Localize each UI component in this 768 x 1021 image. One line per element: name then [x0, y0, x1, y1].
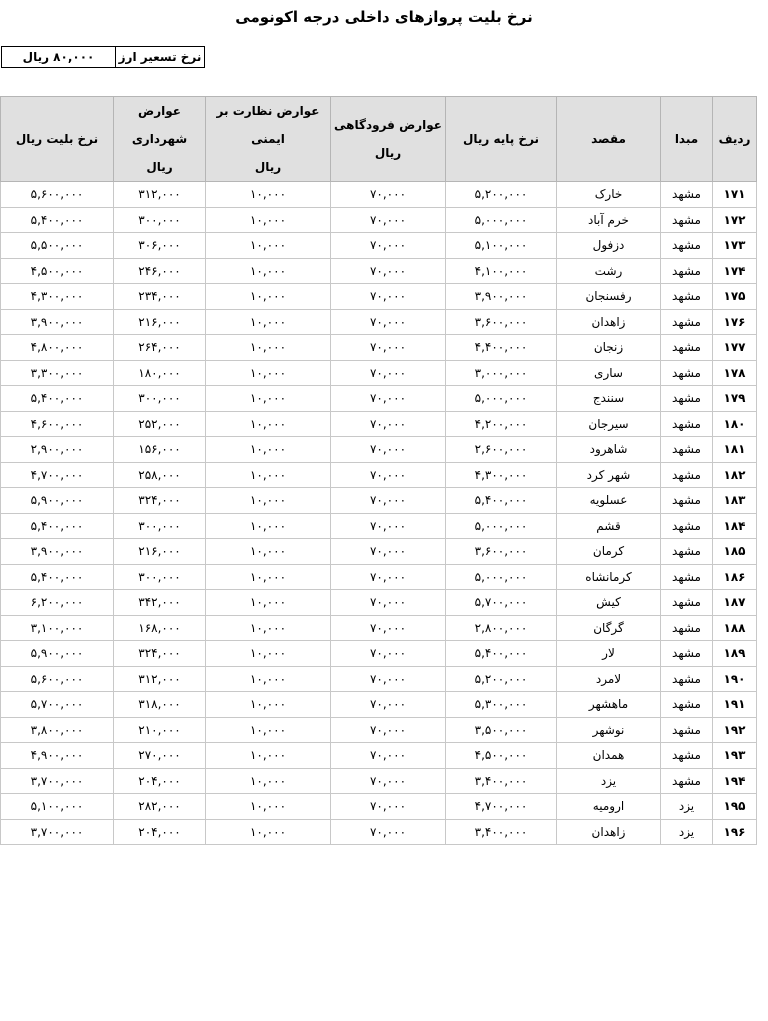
cell-row-number: ۱۸۸ — [713, 615, 757, 641]
cell-row-number: ۱۷۲ — [713, 207, 757, 233]
cell-safety-tax: ۱۰,۰۰۰ — [206, 564, 331, 590]
table-row — [1, 386, 757, 412]
cell-municipal-tax: ۳۰۰,۰۰۰ — [114, 513, 206, 539]
cell-airport-tax: ۷۰,۰۰۰ — [331, 284, 446, 310]
cell-ticket-fare: ۲,۹۰۰,۰۰۰ — [1, 437, 114, 463]
cell-row-number: ۱۸۷ — [713, 590, 757, 616]
cell-municipal-tax: ۱۸۰,۰۰۰ — [114, 360, 206, 386]
cell-destination: شهر کرد — [557, 462, 661, 488]
table-row — [1, 233, 757, 259]
cell-row-number: ۱۸۲ — [713, 462, 757, 488]
cell-municipal-tax: ۲۰۴,۰۰۰ — [114, 819, 206, 845]
cell-origin: مشهد — [661, 207, 713, 233]
table-row — [1, 819, 757, 845]
cell-municipal-tax: ۲۵۲,۰۰۰ — [114, 411, 206, 437]
cell-ticket-fare: ۵,۴۰۰,۰۰۰ — [1, 207, 114, 233]
cell-base-fare: ۲,۶۰۰,۰۰۰ — [446, 437, 557, 463]
cell-ticket-fare: ۵,۶۰۰,۰۰۰ — [1, 182, 114, 208]
cell-base-fare: ۳,۴۰۰,۰۰۰ — [446, 819, 557, 845]
cell-municipal-tax: ۳۰۰,۰۰۰ — [114, 207, 206, 233]
cell-base-fare: ۵,۲۰۰,۰۰۰ — [446, 666, 557, 692]
header-base-fare — [446, 97, 557, 182]
cell-municipal-tax: ۳۰۶,۰۰۰ — [114, 233, 206, 259]
cell-airport-tax: ۷۰,۰۰۰ — [331, 743, 446, 769]
header-unit: ریال — [374, 146, 402, 160]
fares-table — [0, 96, 757, 845]
cell-ticket-fare: ۳,۱۰۰,۰۰۰ — [1, 615, 114, 641]
cell-row-number: ۱۸۶ — [713, 564, 757, 590]
table-header-row — [1, 97, 757, 182]
cell-row-number: ۱۸۵ — [713, 539, 757, 565]
table-row — [1, 615, 757, 641]
table-row — [1, 411, 757, 437]
cell-origin: یزد — [661, 819, 713, 845]
cell-airport-tax: ۷۰,۰۰۰ — [331, 666, 446, 692]
cell-airport-tax: ۷۰,۰۰۰ — [331, 768, 446, 794]
header-unit: ریال — [146, 160, 173, 174]
cell-destination: کیش — [557, 590, 661, 616]
header-label: عوارض شهرداری — [131, 104, 188, 146]
cell-row-number: ۱۷۸ — [713, 360, 757, 386]
cell-row-number: ۱۹۴ — [713, 768, 757, 794]
cell-safety-tax: ۱۰,۰۰۰ — [206, 360, 331, 386]
cell-municipal-tax: ۲۳۴,۰۰۰ — [114, 284, 206, 310]
header-label: نرخ بلیت ریال — [15, 132, 99, 146]
cell-airport-tax: ۷۰,۰۰۰ — [331, 564, 446, 590]
header-label: نرخ پایه ریال — [462, 132, 540, 146]
cell-ticket-fare: ۶,۲۰۰,۰۰۰ — [1, 590, 114, 616]
cell-row-number: ۱۷۷ — [713, 335, 757, 361]
header-row-number — [713, 97, 757, 182]
cell-airport-tax: ۷۰,۰۰۰ — [331, 641, 446, 667]
cell-ticket-fare: ۵,۴۰۰,۰۰۰ — [1, 564, 114, 590]
cell-base-fare: ۵,۷۰۰,۰۰۰ — [446, 590, 557, 616]
cell-ticket-fare: ۳,۳۰۰,۰۰۰ — [1, 360, 114, 386]
cell-destination: ارومیه — [557, 794, 661, 820]
cell-destination: لار — [557, 641, 661, 667]
cell-ticket-fare: ۳,۷۰۰,۰۰۰ — [1, 819, 114, 845]
header-destination — [557, 97, 661, 182]
header-unit: ریال — [254, 160, 282, 174]
cell-row-number: ۱۸۴ — [713, 513, 757, 539]
header-municipal-tax — [114, 97, 206, 182]
cell-safety-tax: ۱۰,۰۰۰ — [206, 284, 331, 310]
table-body — [1, 182, 757, 845]
cell-row-number: ۱۸۳ — [713, 488, 757, 514]
table-row — [1, 335, 757, 361]
page-title: نرخ بلیت پروازهای داخلی درجه اکونومی — [235, 8, 533, 26]
cell-ticket-fare: ۵,۷۰۰,۰۰۰ — [1, 692, 114, 718]
cell-municipal-tax: ۳۰۰,۰۰۰ — [114, 564, 206, 590]
cell-safety-tax: ۱۰,۰۰۰ — [206, 258, 331, 284]
cell-row-number: ۱۷۶ — [713, 309, 757, 335]
header-airport-tax — [331, 97, 446, 182]
cell-municipal-tax: ۳۰۰,۰۰۰ — [114, 386, 206, 412]
cell-safety-tax: ۱۰,۰۰۰ — [206, 309, 331, 335]
exchange-rate-value: ۸۰,۰۰۰ ریال — [22, 50, 95, 64]
cell-safety-tax: ۱۰,۰۰۰ — [206, 386, 331, 412]
table-row — [1, 488, 757, 514]
cell-destination: گرگان — [557, 615, 661, 641]
cell-airport-tax: ۷۰,۰۰۰ — [331, 386, 446, 412]
cell-municipal-tax: ۱۵۶,۰۰۰ — [114, 437, 206, 463]
cell-municipal-tax: ۳۲۴,۰۰۰ — [114, 641, 206, 667]
table-row — [1, 743, 757, 769]
cell-airport-tax: ۷۰,۰۰۰ — [331, 335, 446, 361]
cell-row-number: ۱۷۹ — [713, 386, 757, 412]
cell-safety-tax: ۱۰,۰۰۰ — [206, 513, 331, 539]
cell-row-number: ۱۹۵ — [713, 794, 757, 820]
cell-row-number: ۱۹۲ — [713, 717, 757, 743]
cell-origin: مشهد — [661, 360, 713, 386]
cell-destination: سیرجان — [557, 411, 661, 437]
cell-destination: همدان — [557, 743, 661, 769]
cell-airport-tax: ۷۰,۰۰۰ — [331, 692, 446, 718]
cell-destination: دزفول — [557, 233, 661, 259]
exchange-rate-box — [1, 46, 205, 68]
cell-ticket-fare: ۵,۶۰۰,۰۰۰ — [1, 666, 114, 692]
header-label: مبدا — [674, 132, 699, 146]
table-row — [1, 258, 757, 284]
cell-destination: قشم — [557, 513, 661, 539]
header-label: مقصد — [591, 132, 626, 146]
cell-destination: یزد — [557, 768, 661, 794]
header-label: عوارض نظارت بر ایمنی — [216, 104, 320, 146]
cell-airport-tax: ۷۰,۰۰۰ — [331, 717, 446, 743]
cell-base-fare: ۴,۴۰۰,۰۰۰ — [446, 335, 557, 361]
cell-ticket-fare: ۳,۸۰۰,۰۰۰ — [1, 717, 114, 743]
cell-safety-tax: ۱۰,۰۰۰ — [206, 207, 331, 233]
cell-base-fare: ۵,۰۰۰,۰۰۰ — [446, 207, 557, 233]
cell-safety-tax: ۱۰,۰۰۰ — [206, 717, 331, 743]
cell-municipal-tax: ۱۶۸,۰۰۰ — [114, 615, 206, 641]
cell-row-number: ۱۸۹ — [713, 641, 757, 667]
cell-destination: زنجان — [557, 335, 661, 361]
cell-origin: مشهد — [661, 386, 713, 412]
cell-destination: نوشهر — [557, 717, 661, 743]
cell-origin: مشهد — [661, 284, 713, 310]
cell-row-number: ۱۷۴ — [713, 258, 757, 284]
cell-municipal-tax: ۲۱۶,۰۰۰ — [114, 309, 206, 335]
cell-safety-tax: ۱۰,۰۰۰ — [206, 743, 331, 769]
cell-origin: مشهد — [661, 692, 713, 718]
cell-base-fare: ۴,۷۰۰,۰۰۰ — [446, 794, 557, 820]
cell-municipal-tax: ۲۷۰,۰۰۰ — [114, 743, 206, 769]
cell-airport-tax: ۷۰,۰۰۰ — [331, 819, 446, 845]
cell-municipal-tax: ۲۰۴,۰۰۰ — [114, 768, 206, 794]
cell-airport-tax: ۷۰,۰۰۰ — [331, 488, 446, 514]
cell-safety-tax: ۱۰,۰۰۰ — [206, 539, 331, 565]
cell-destination: خرم آباد — [557, 207, 661, 233]
cell-airport-tax: ۷۰,۰۰۰ — [331, 437, 446, 463]
cell-safety-tax: ۱۰,۰۰۰ — [206, 666, 331, 692]
cell-ticket-fare: ۴,۳۰۰,۰۰۰ — [1, 284, 114, 310]
cell-safety-tax: ۱۰,۰۰۰ — [206, 462, 331, 488]
table-row — [1, 641, 757, 667]
cell-safety-tax: ۱۰,۰۰۰ — [206, 692, 331, 718]
table-row — [1, 182, 757, 208]
cell-base-fare: ۳,۰۰۰,۰۰۰ — [446, 360, 557, 386]
cell-airport-tax: ۷۰,۰۰۰ — [331, 411, 446, 437]
cell-airport-tax: ۷۰,۰۰۰ — [331, 513, 446, 539]
cell-origin: مشهد — [661, 182, 713, 208]
cell-destination: لامرد — [557, 666, 661, 692]
cell-base-fare: ۴,۵۰۰,۰۰۰ — [446, 743, 557, 769]
cell-safety-tax: ۱۰,۰۰۰ — [206, 182, 331, 208]
cell-destination: زاهدان — [557, 309, 661, 335]
cell-municipal-tax: ۳۲۴,۰۰۰ — [114, 488, 206, 514]
header-ticket-fare — [1, 97, 114, 182]
cell-base-fare: ۵,۱۰۰,۰۰۰ — [446, 233, 557, 259]
cell-base-fare: ۴,۱۰۰,۰۰۰ — [446, 258, 557, 284]
cell-base-fare: ۵,۴۰۰,۰۰۰ — [446, 641, 557, 667]
cell-origin: مشهد — [661, 615, 713, 641]
header-safety-tax — [206, 97, 331, 182]
cell-ticket-fare: ۵,۵۰۰,۰۰۰ — [1, 233, 114, 259]
cell-municipal-tax: ۲۸۲,۰۰۰ — [114, 794, 206, 820]
cell-origin: مشهد — [661, 590, 713, 616]
cell-origin: مشهد — [661, 411, 713, 437]
cell-safety-tax: ۱۰,۰۰۰ — [206, 819, 331, 845]
cell-ticket-fare: ۳,۹۰۰,۰۰۰ — [1, 309, 114, 335]
cell-airport-tax: ۷۰,۰۰۰ — [331, 309, 446, 335]
cell-ticket-fare: ۵,۴۰۰,۰۰۰ — [1, 386, 114, 412]
cell-origin: مشهد — [661, 437, 713, 463]
cell-ticket-fare: ۵,۱۰۰,۰۰۰ — [1, 794, 114, 820]
cell-origin: مشهد — [661, 768, 713, 794]
cell-airport-tax: ۷۰,۰۰۰ — [331, 360, 446, 386]
cell-ticket-fare: ۴,۹۰۰,۰۰۰ — [1, 743, 114, 769]
cell-airport-tax: ۷۰,۰۰۰ — [331, 590, 446, 616]
header-label: عوارض فرودگاهی — [334, 118, 442, 132]
cell-row-number: ۱۹۱ — [713, 692, 757, 718]
cell-row-number: ۱۹۰ — [713, 666, 757, 692]
cell-destination: ماهشهر — [557, 692, 661, 718]
cell-origin: یزد — [661, 794, 713, 820]
cell-destination: سنندج — [557, 386, 661, 412]
cell-base-fare: ۵,۰۰۰,۰۰۰ — [446, 513, 557, 539]
cell-municipal-tax: ۳۱۲,۰۰۰ — [114, 182, 206, 208]
cell-municipal-tax: ۳۴۲,۰۰۰ — [114, 590, 206, 616]
cell-destination: خارک — [557, 182, 661, 208]
cell-base-fare: ۵,۳۰۰,۰۰۰ — [446, 692, 557, 718]
table-row — [1, 692, 757, 718]
cell-base-fare: ۵,۲۰۰,۰۰۰ — [446, 182, 557, 208]
cell-safety-tax: ۱۰,۰۰۰ — [206, 794, 331, 820]
table-row — [1, 768, 757, 794]
cell-origin: مشهد — [661, 717, 713, 743]
header-label: ردیف — [718, 132, 751, 146]
cell-origin: مشهد — [661, 513, 713, 539]
cell-ticket-fare: ۴,۸۰۰,۰۰۰ — [1, 335, 114, 361]
cell-safety-tax: ۱۰,۰۰۰ — [206, 411, 331, 437]
cell-safety-tax: ۱۰,۰۰۰ — [206, 488, 331, 514]
cell-municipal-tax: ۳۱۲,۰۰۰ — [114, 666, 206, 692]
table-row — [1, 462, 757, 488]
exchange-rate-label: نرخ تسعیر ارز — [115, 47, 204, 67]
cell-origin: مشهد — [661, 335, 713, 361]
cell-base-fare: ۳,۹۰۰,۰۰۰ — [446, 284, 557, 310]
cell-row-number: ۱۸۱ — [713, 437, 757, 463]
header-origin — [661, 97, 713, 182]
cell-safety-tax: ۱۰,۰۰۰ — [206, 233, 331, 259]
cell-safety-tax: ۱۰,۰۰۰ — [206, 335, 331, 361]
table-row — [1, 360, 757, 386]
cell-base-fare: ۲,۸۰۰,۰۰۰ — [446, 615, 557, 641]
cell-airport-tax: ۷۰,۰۰۰ — [331, 258, 446, 284]
cell-destination: ساری — [557, 360, 661, 386]
cell-ticket-fare: ۴,۷۰۰,۰۰۰ — [1, 462, 114, 488]
cell-base-fare: ۳,۶۰۰,۰۰۰ — [446, 539, 557, 565]
cell-municipal-tax: ۲۵۸,۰۰۰ — [114, 462, 206, 488]
cell-base-fare: ۴,۲۰۰,۰۰۰ — [446, 411, 557, 437]
table-row — [1, 590, 757, 616]
cell-safety-tax: ۱۰,۰۰۰ — [206, 641, 331, 667]
table-row — [1, 309, 757, 335]
cell-origin: مشهد — [661, 258, 713, 284]
cell-origin: مشهد — [661, 666, 713, 692]
cell-base-fare: ۵,۰۰۰,۰۰۰ — [446, 564, 557, 590]
cell-row-number: ۱۹۳ — [713, 743, 757, 769]
cell-airport-tax: ۷۰,۰۰۰ — [331, 207, 446, 233]
cell-airport-tax: ۷۰,۰۰۰ — [331, 539, 446, 565]
table-row — [1, 564, 757, 590]
cell-base-fare: ۳,۶۰۰,۰۰۰ — [446, 309, 557, 335]
table-row — [1, 794, 757, 820]
cell-airport-tax: ۷۰,۰۰۰ — [331, 794, 446, 820]
cell-base-fare: ۳,۴۰۰,۰۰۰ — [446, 768, 557, 794]
cell-origin: مشهد — [661, 233, 713, 259]
cell-row-number: ۱۹۶ — [713, 819, 757, 845]
cell-origin: مشهد — [661, 462, 713, 488]
table-row — [1, 513, 757, 539]
cell-origin: مشهد — [661, 641, 713, 667]
cell-municipal-tax: ۲۱۰,۰۰۰ — [114, 717, 206, 743]
table-row — [1, 539, 757, 565]
table-row — [1, 717, 757, 743]
cell-origin: مشهد — [661, 488, 713, 514]
cell-origin: مشهد — [661, 743, 713, 769]
cell-base-fare: ۵,۰۰۰,۰۰۰ — [446, 386, 557, 412]
cell-airport-tax: ۷۰,۰۰۰ — [331, 182, 446, 208]
cell-safety-tax: ۱۰,۰۰۰ — [206, 615, 331, 641]
cell-base-fare: ۵,۴۰۰,۰۰۰ — [446, 488, 557, 514]
cell-ticket-fare: ۵,۹۰۰,۰۰۰ — [1, 488, 114, 514]
cell-origin: مشهد — [661, 564, 713, 590]
cell-airport-tax: ۷۰,۰۰۰ — [331, 233, 446, 259]
table-row — [1, 284, 757, 310]
cell-safety-tax: ۱۰,۰۰۰ — [206, 768, 331, 794]
cell-safety-tax: ۱۰,۰۰۰ — [206, 437, 331, 463]
table-row — [1, 666, 757, 692]
cell-municipal-tax: ۳۱۸,۰۰۰ — [114, 692, 206, 718]
cell-base-fare: ۳,۵۰۰,۰۰۰ — [446, 717, 557, 743]
cell-destination: رفسنجان — [557, 284, 661, 310]
cell-municipal-tax: ۲۱۶,۰۰۰ — [114, 539, 206, 565]
cell-origin: مشهد — [661, 309, 713, 335]
cell-ticket-fare: ۳,۹۰۰,۰۰۰ — [1, 539, 114, 565]
cell-row-number: ۱۷۳ — [713, 233, 757, 259]
cell-ticket-fare: ۴,۵۰۰,۰۰۰ — [1, 258, 114, 284]
cell-ticket-fare: ۴,۶۰۰,۰۰۰ — [1, 411, 114, 437]
cell-municipal-tax: ۲۶۴,۰۰۰ — [114, 335, 206, 361]
cell-destination: عسلویه — [557, 488, 661, 514]
cell-destination: رشت — [557, 258, 661, 284]
cell-ticket-fare: ۵,۹۰۰,۰۰۰ — [1, 641, 114, 667]
table-row — [1, 207, 757, 233]
cell-ticket-fare: ۳,۷۰۰,۰۰۰ — [1, 768, 114, 794]
cell-airport-tax: ۷۰,۰۰۰ — [331, 615, 446, 641]
cell-safety-tax: ۱۰,۰۰۰ — [206, 590, 331, 616]
table-row — [1, 437, 757, 463]
cell-base-fare: ۴,۳۰۰,۰۰۰ — [446, 462, 557, 488]
cell-ticket-fare: ۵,۴۰۰,۰۰۰ — [1, 513, 114, 539]
cell-destination: زاهدان — [557, 819, 661, 845]
cell-destination: کرمانشاه — [557, 564, 661, 590]
cell-row-number: ۱۷۵ — [713, 284, 757, 310]
cell-destination: شاهرود — [557, 437, 661, 463]
cell-origin: مشهد — [661, 539, 713, 565]
cell-row-number: ۱۸۰ — [713, 411, 757, 437]
cell-airport-tax: ۷۰,۰۰۰ — [331, 462, 446, 488]
cell-destination: کرمان — [557, 539, 661, 565]
cell-municipal-tax: ۲۴۶,۰۰۰ — [114, 258, 206, 284]
cell-row-number: ۱۷۱ — [713, 182, 757, 208]
